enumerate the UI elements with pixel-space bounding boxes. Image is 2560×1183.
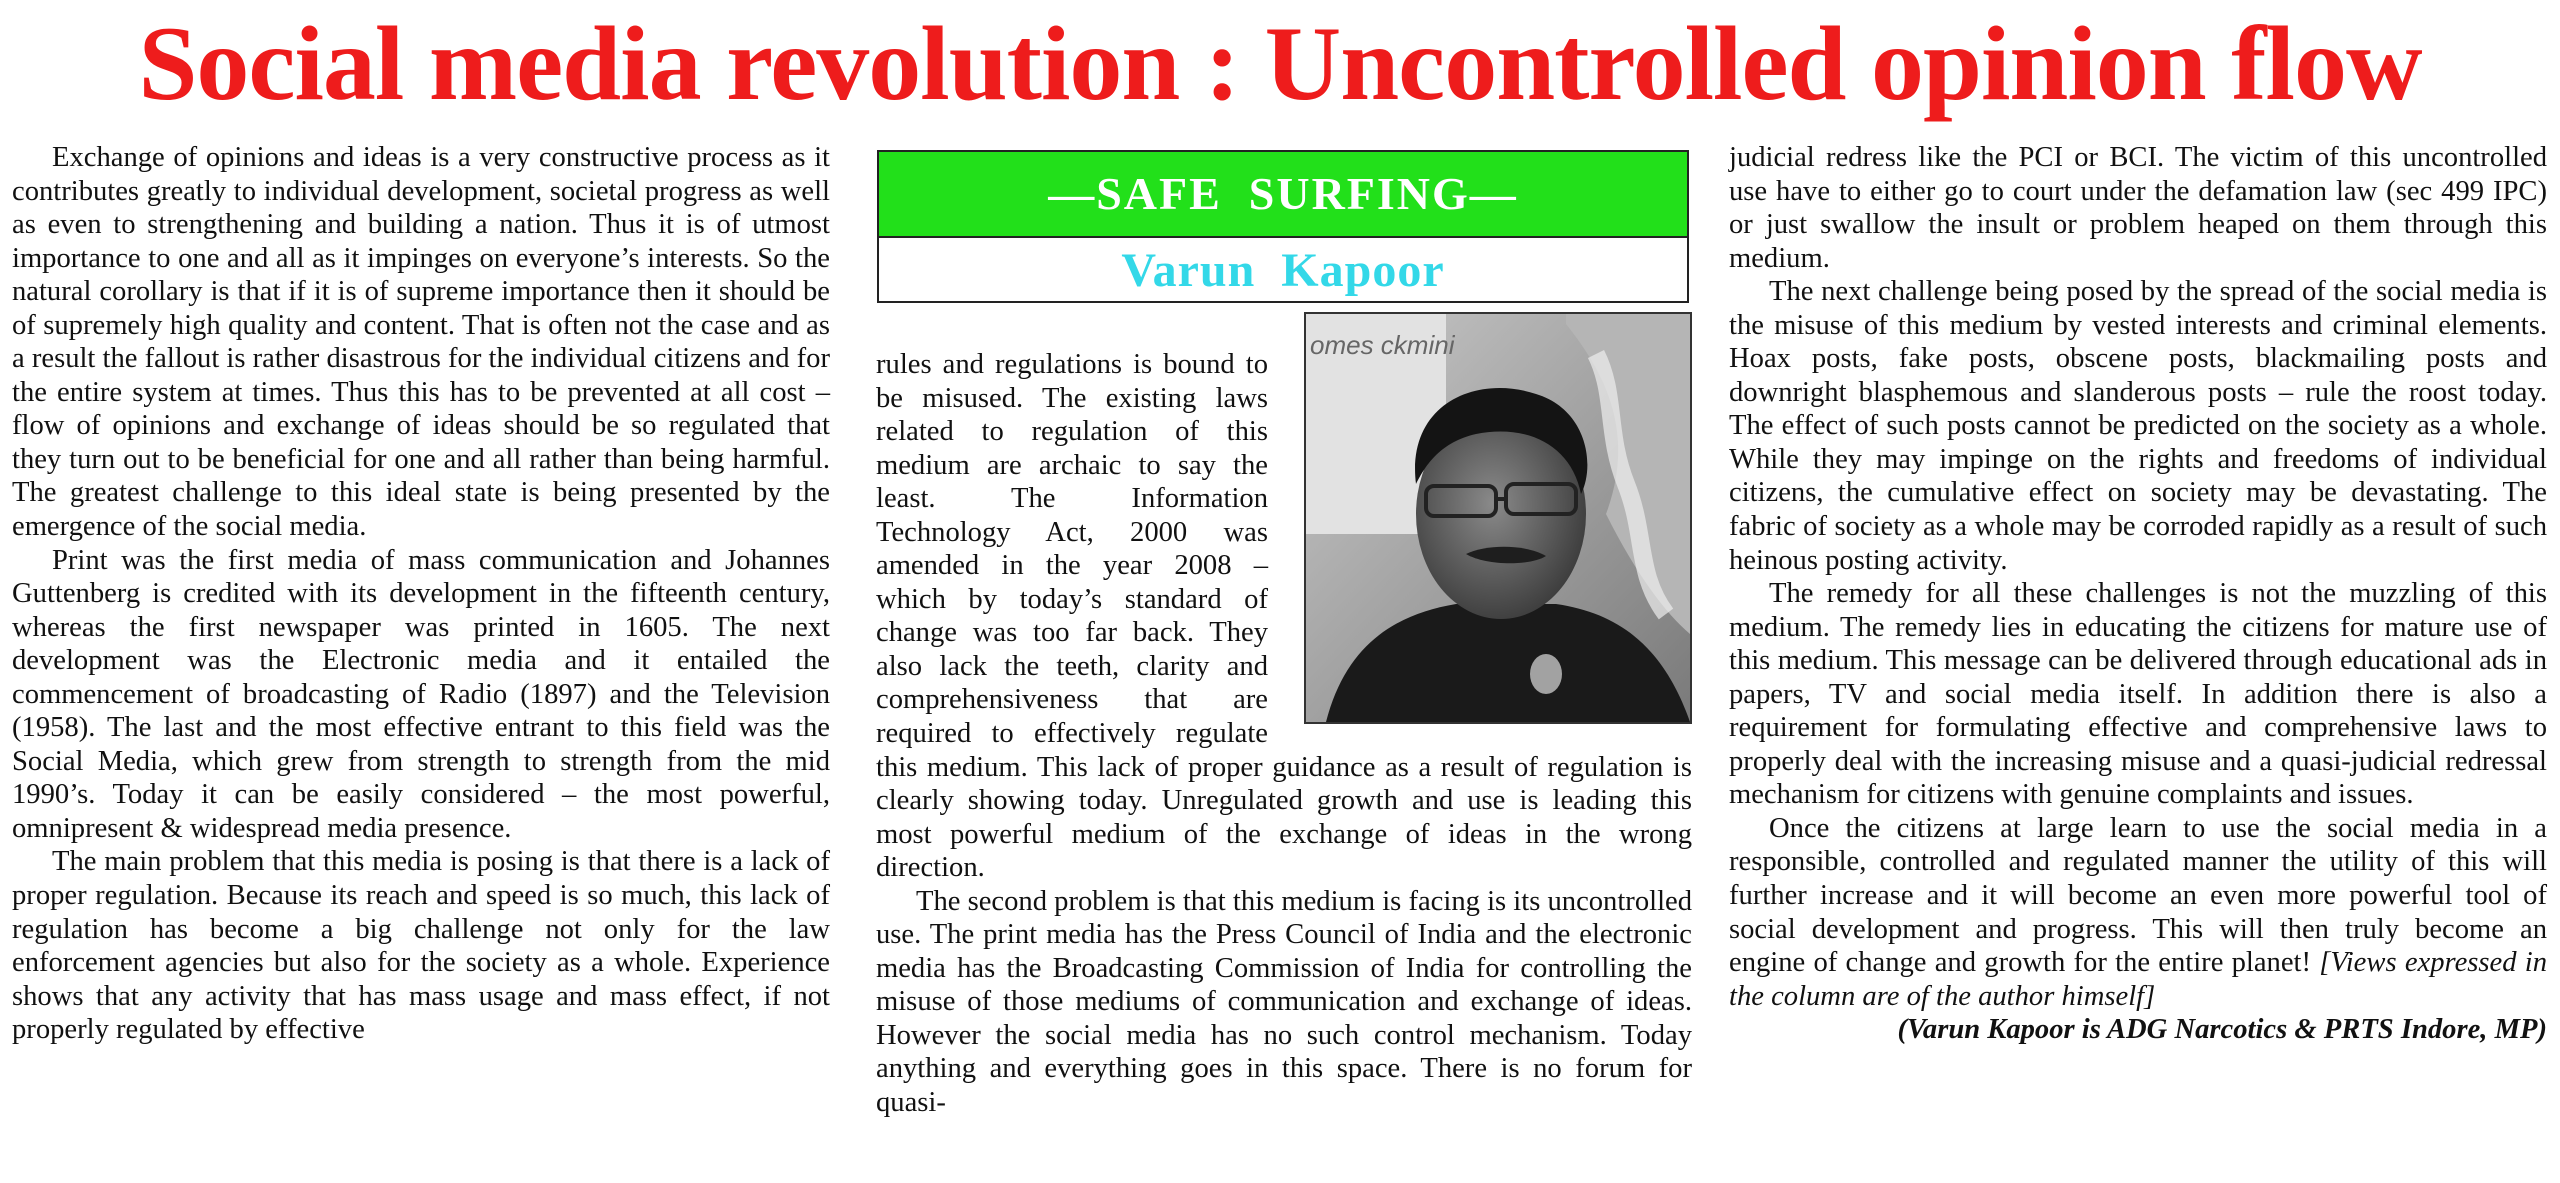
paragraph: Print was the first media of mass communication and Johannes Guttenberg is credited with its development in the fifteenth century, whereas the first newspaper was printed in 1605. The next development was the Electronic media and it entailed the commencement of broadcasting of Radio (1897) and the Television (1958). The last and the most effective entrant to this field was the Social Media, which grew from strength to strength from the mid 1990’s. Today it can be easily considered – the most powerful, omnipresent & widespread media presence.: [12, 544, 830, 844]
article-column-2: [876, 330, 1692, 1120]
paragraph: The second problem is that this medium is facing is its uncontrolled use. The print media has the Press Council of India and the electronic media has the Broadcasting Commission of India for controlling the misuse of those mediums of communication and exchange of ideas. However the social media has no such control mechanism. Today anything and everything goes in this space. There is no forum for quasi-: [876, 885, 1692, 1119]
photo-background-text: omes ckmini: [1310, 330, 1455, 360]
author-photo: [1304, 312, 1692, 724]
paragraph: judicial redress like the PCI or BCI. The victim of this uncontrolled use have to either go to court under the defamation law (sec 499 IPC) or just swallow the insult or problem heaped on them through this medium.: [1729, 142, 2547, 274]
paragraph: The remedy for all these challenges is not the muzzling of this medium. The remedy lies in educating the citizens for mature use of this medium. This message can be delivered through educational ads in papers, TV and social media itself. In addition there is also a requirement for formulating effective and comprehensive laws to properly deal with the increasing misuse and a quasi-judicial redressal mechanism for citizens with genuine complaints and issues.: [1729, 578, 2547, 811]
column-title: —SAFE SURFING—: [879, 152, 1687, 238]
disclaimer: [Views expressed in the column are of the author himself]: [1729, 947, 2547, 1012]
column-byline-box: [877, 150, 1689, 303]
paragraph: The main problem that this media is posing is that there is a lack of proper regulation. Because its reach and speed is so much, this lack of regulation has become a big challenge not only for the law enforcement agencies but also for the society as a whole. Experience shows that any activity that has mass usage and mass effect, if not properly regulated by effective: [12, 846, 830, 1046]
article-column-1: [12, 141, 830, 1047]
paragraph-final: [1729, 812, 2547, 1013]
paragraph: Exchange of opinions and ideas is a very constructive process as it contributes greatly to individual development, societal progress as well as even to strengthening and building a nation. Thus it is of utmost importance to one and all as it impinges on everyone’s interests. So the natural corollary is that if it is of supreme importance then it should be of supremely high quality and content. That is often not the case and as a result the fallout is rather disastrous for the individual citizens and for the entire system at times. Thus this has to be prevented at all cost – flow of opinions and exchange of ideas should be so regulated that they turn out to be beneficial for one and all rather than being harmful. The greatest challenge to this ideal state is being presented by the emergence of the social media.: [12, 142, 830, 543]
paragraph: rules and regulations is bound to be misused. The existing laws related to regulation of this medium are archaic to say the least. The Information Technology Act, 2000 was amended in the year 2008 – which by today’s standard of change was too far back. They also lack the teeth, clarity and comprehensiveness that are required to effectively regulate this medium. This lack of proper guidance as a result of regulation is clearly showing today. Unregulated growth and use is leading this most powerful medium of the exchange of ideas in the wrong direction.: [876, 349, 1692, 884]
paragraph: The next challenge being posed by the spread of the social media is the misuse of this medium by vested interests and criminal elements. Hoax posts, fake posts, obscene posts, blackmailing posts and downright blasphemous and slanderous posts – rule the roost today. The effect of such posts cannot be predicted on the society as a whole. While they may impinge on the rights and freedoms of individual citizens, the cumulative effect on society may be devastating. The fabric of society as a whole may be corroded rapidly as a result of such heinous posting activity.: [1729, 276, 2547, 576]
headline: Social media revolution : Uncontrolled opinion flow: [138, 5, 2422, 122]
article-column-3: [1729, 141, 2547, 1047]
author-name: Varun Kapoor: [1121, 244, 1445, 297]
author-note: (Varun Kapoor is ADG Narcotics & PRTS Indore, MP): [1897, 1014, 2547, 1046]
paragraph-text: Once the citizens at large learn to use the social media in a responsible, controlled and regulated manner the utility of this will further increase and it will become an even more powerful tool of social development and progress. This will then truly become an engine of change and growth for the entire planet!: [1729, 812, 2547, 979]
